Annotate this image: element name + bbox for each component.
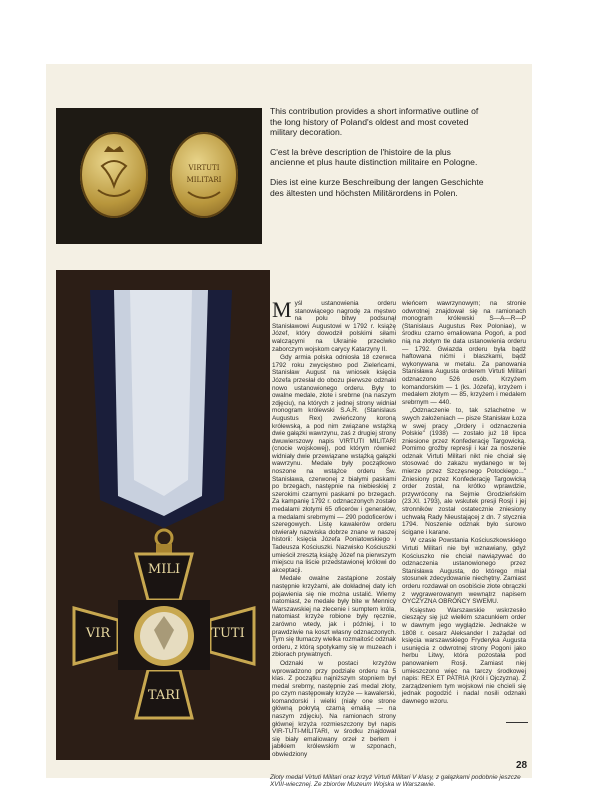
intro-text [270, 106, 484, 207]
intro-french: C'est la brève description de l'histoire de la plus ancienne et plus haute distinction militaire en Pologne. [270, 146, 478, 168]
photo-caption: Złoty medal Virtuti Militari oraz krzyż Virtuti Militari V klasy, z gałązkami podobnie jeszcze XVIII-wiecznej. Ze zbiorów Muzeum Wojska w Warszawie. [270, 774, 521, 789]
article-column-2 [402, 300, 526, 706]
article-paragraph: Medale owalne zastąpione zostały następnie krzyżami, ale dokładnej daty ich pojawienia się nie można ustalić. Wiemy natomiast, że medale były bite w Mennicy Warszawskiej na zlecenie i sumptem króla, natomiast krzyże robione były ręcznie, zarówno wtedy, jak i później, i to prawdziwie na koszt własny odznaczonych. Tym się tłumaczy wielka rozmaitość odznak orderu, z którą spotykamy się w muzeach i zbiorach prywatnych. [272, 575, 396, 659]
cross-text-left: VIR [85, 626, 111, 641]
virtuti-militari-cross-icon [56, 270, 270, 760]
cross-text-bottom: TARI [147, 688, 181, 703]
medal-obverse [80, 132, 148, 218]
article-paragraph: Gdy armia polska odniosła 18 czerwca 1792 roku zwycięstwo pod Zieleńcami, Stanisław August na wniosek księcia Józefa przesłał do obozu pierwsze odznaki nowo ustanowionego orderu. Były to owalne medale, złote i srebrne (na naszym zdjęciu), na których z jednej strony widniał monogram królewski S.A.R. (Stanislaus Augustus Rex) zwieńczony koroną królewską, a pod nim związane wstążką dwie gałązki wawrzynu, zaś z drugiej strony dwuwierszowy napis VIRTUTI MILITARI (cnocie wojskowej), pod którym również widniały dwie przewiązane wstążką gałązki wawrzynu. Medale były początkowo noszone na wstążce orderu Św. Stanisława, czerwonej z białymi paskami po brzegach, następnie na niebieskiej z szerokimi czarnymi paskami po brzegach. Za kampanię 1792 r. odznaczonych zostało medalami złotymi 65 oficerów i generałów, a medalami srebrnymi — 290 podoficerów i szeregowych. Listę kawalerów orderu otwierały nazwiska dobrze znane w naszej historii: księcia Józefa Poniatowskiego i Tadeusza Kościuszki. Nazwisko Kościuszki umieścił zresztą książę Józef na pierwszym miejscu na liście przedstawionej królowi do akceptacji. [272, 354, 396, 574]
cross-text-right: TUTI [211, 626, 245, 641]
intro-english: This contribution provides a short informative outline of the long history of Poland's oldest and most coveted military decoration. [270, 106, 479, 138]
monogram-icon [80, 132, 148, 218]
article-paragraph: „Odznaczenie to, tak szlachetne w swych założeniach — pisze Stanisław Łoza w swej pracy „Ordery i odznaczenia Polskie" (1938) — zostało już 18 lipca zniesione przez Konfederację Targowicką. Pomimo groźby represji i kar za noszenie odznak Virtuti Militari nikt nie chciał się stosować do zakazu wydanego w tej mierze przez Szczęsnego Potockiego..." Zniesiony przez Konfederację Targowicką order został, na krótko wprawdzie, przywrócony na Sejmie Grodzieńskim (23.XI. 1793), ale wskutek presji Rosji i jej stronników został ostatecznie zniesiony uchwałą Rady Nieustającej z dn. 7 stycznia 1794. Noszenie odznak było surowo ścigane i karane. [402, 407, 526, 536]
medal-text-line-2: MILITARI [186, 176, 222, 184]
article-paragraph: W czasie Powstania Kościuszkowskiego Virtuti Militari nie był wznawiany, gdyż Kościuszko nie chciał nawiązywać do odznaczenia ustanowionego przez Stanisława Augusta, do którego miał stosunek zdecydowanie niechętny. Zamiast orderu rozdawał on osobiście złote obrączki z wygrawerowanym wewnątrz napisem OYCZYZNA OBROŃCY SWEMU. [402, 537, 526, 606]
medal-reverse [170, 132, 238, 218]
drop-cap: M [272, 297, 292, 322]
article-column-1 [272, 297, 396, 760]
article-paragraph: wieńcem wawrzynowym; na stronie odwrotnej znajdował się na ramionach monogram królewski S—A—R—P (Stanislaus Augustus Rex Poloniae), w środku czarno emaliowana Pogoń, a pod nią na złotym tle data ustanowienia orderu — 1792. Gwiazda orderu była bądź haftowana nićmi i blaszkami, bądź wykonywana w metalu. Za panowania Stanisława Augusta orderem Virtuti Militari odznaczono 526 osób. Krzyżem komandorskim — 1 (ks. Józefa), krzyżem i medalem złotym — 85, krzyżem i medalem srebrnym — 440. [402, 300, 526, 406]
intro-german: Dies ist eine kurze Beschreibung der langen Geschichte des ältesten und höchsten Militärordens in Polen. [270, 176, 484, 198]
end-rule [506, 722, 528, 723]
laurel-icon [170, 132, 238, 218]
article-paragraph: Odznaki w postaci krzyżów wprowadzono przy podziale orderu na 5 klas. Z początku najniższym stopniem był medal srebrny, następnie zaś medal złoty, po czym następowały krzyże — kawalerski, komandorski i wielki (niały one strone główną pokrytą czarną emalią — na naszym zdjęciu). Na ramionach strony głównej krzyża rozmieszczony był napis VIR-TUTI-MILITARI, w środku znajdował się biały emaliowany orzeł z berłem i jabłkiem królewskim w szponach, obwiedziony [272, 659, 396, 759]
cross-text-top: MILI [147, 562, 181, 577]
article-paragraph: Myśl ustanowienia orderu stanowiącego nagrodę za męstwo na polu bitwy podsunął Stanisławowi Augustowi w 1792 r. książę Józef, który dowodził polskimi siłami walczącymi na Ukrainie przeciwko zaborczym wojskom carycy Katarzyny II. [272, 297, 396, 353]
page-number: 28 [516, 760, 528, 771]
article-paragraph: Księstwo Warszawskie wskrzesiło cieszący się już wielkim szacunkiem order w dawnym jego wyglądzie. Jednakże w 1808 r. cesarz Aleksander I zażądał od księcia warszawskiego Fryderyka Augusta usunięcia z odwrotnej strony Pogoni jako herbu Litwy, która pozostała pod panowaniem Rosji. Zamiast niej umieszczono więc na tarczy środkowej napis: REX ET PATRIA (Król i Ojczyzna). Z zarządzeniem tym wojskowi nie chcieli się jednak pogodzić i nadal nosili odznaki dawnego wzoru. [402, 606, 526, 705]
medals-photo [56, 108, 262, 244]
medal-text-line-1: VIRTUTI [188, 164, 220, 172]
cross-photo [56, 270, 270, 760]
